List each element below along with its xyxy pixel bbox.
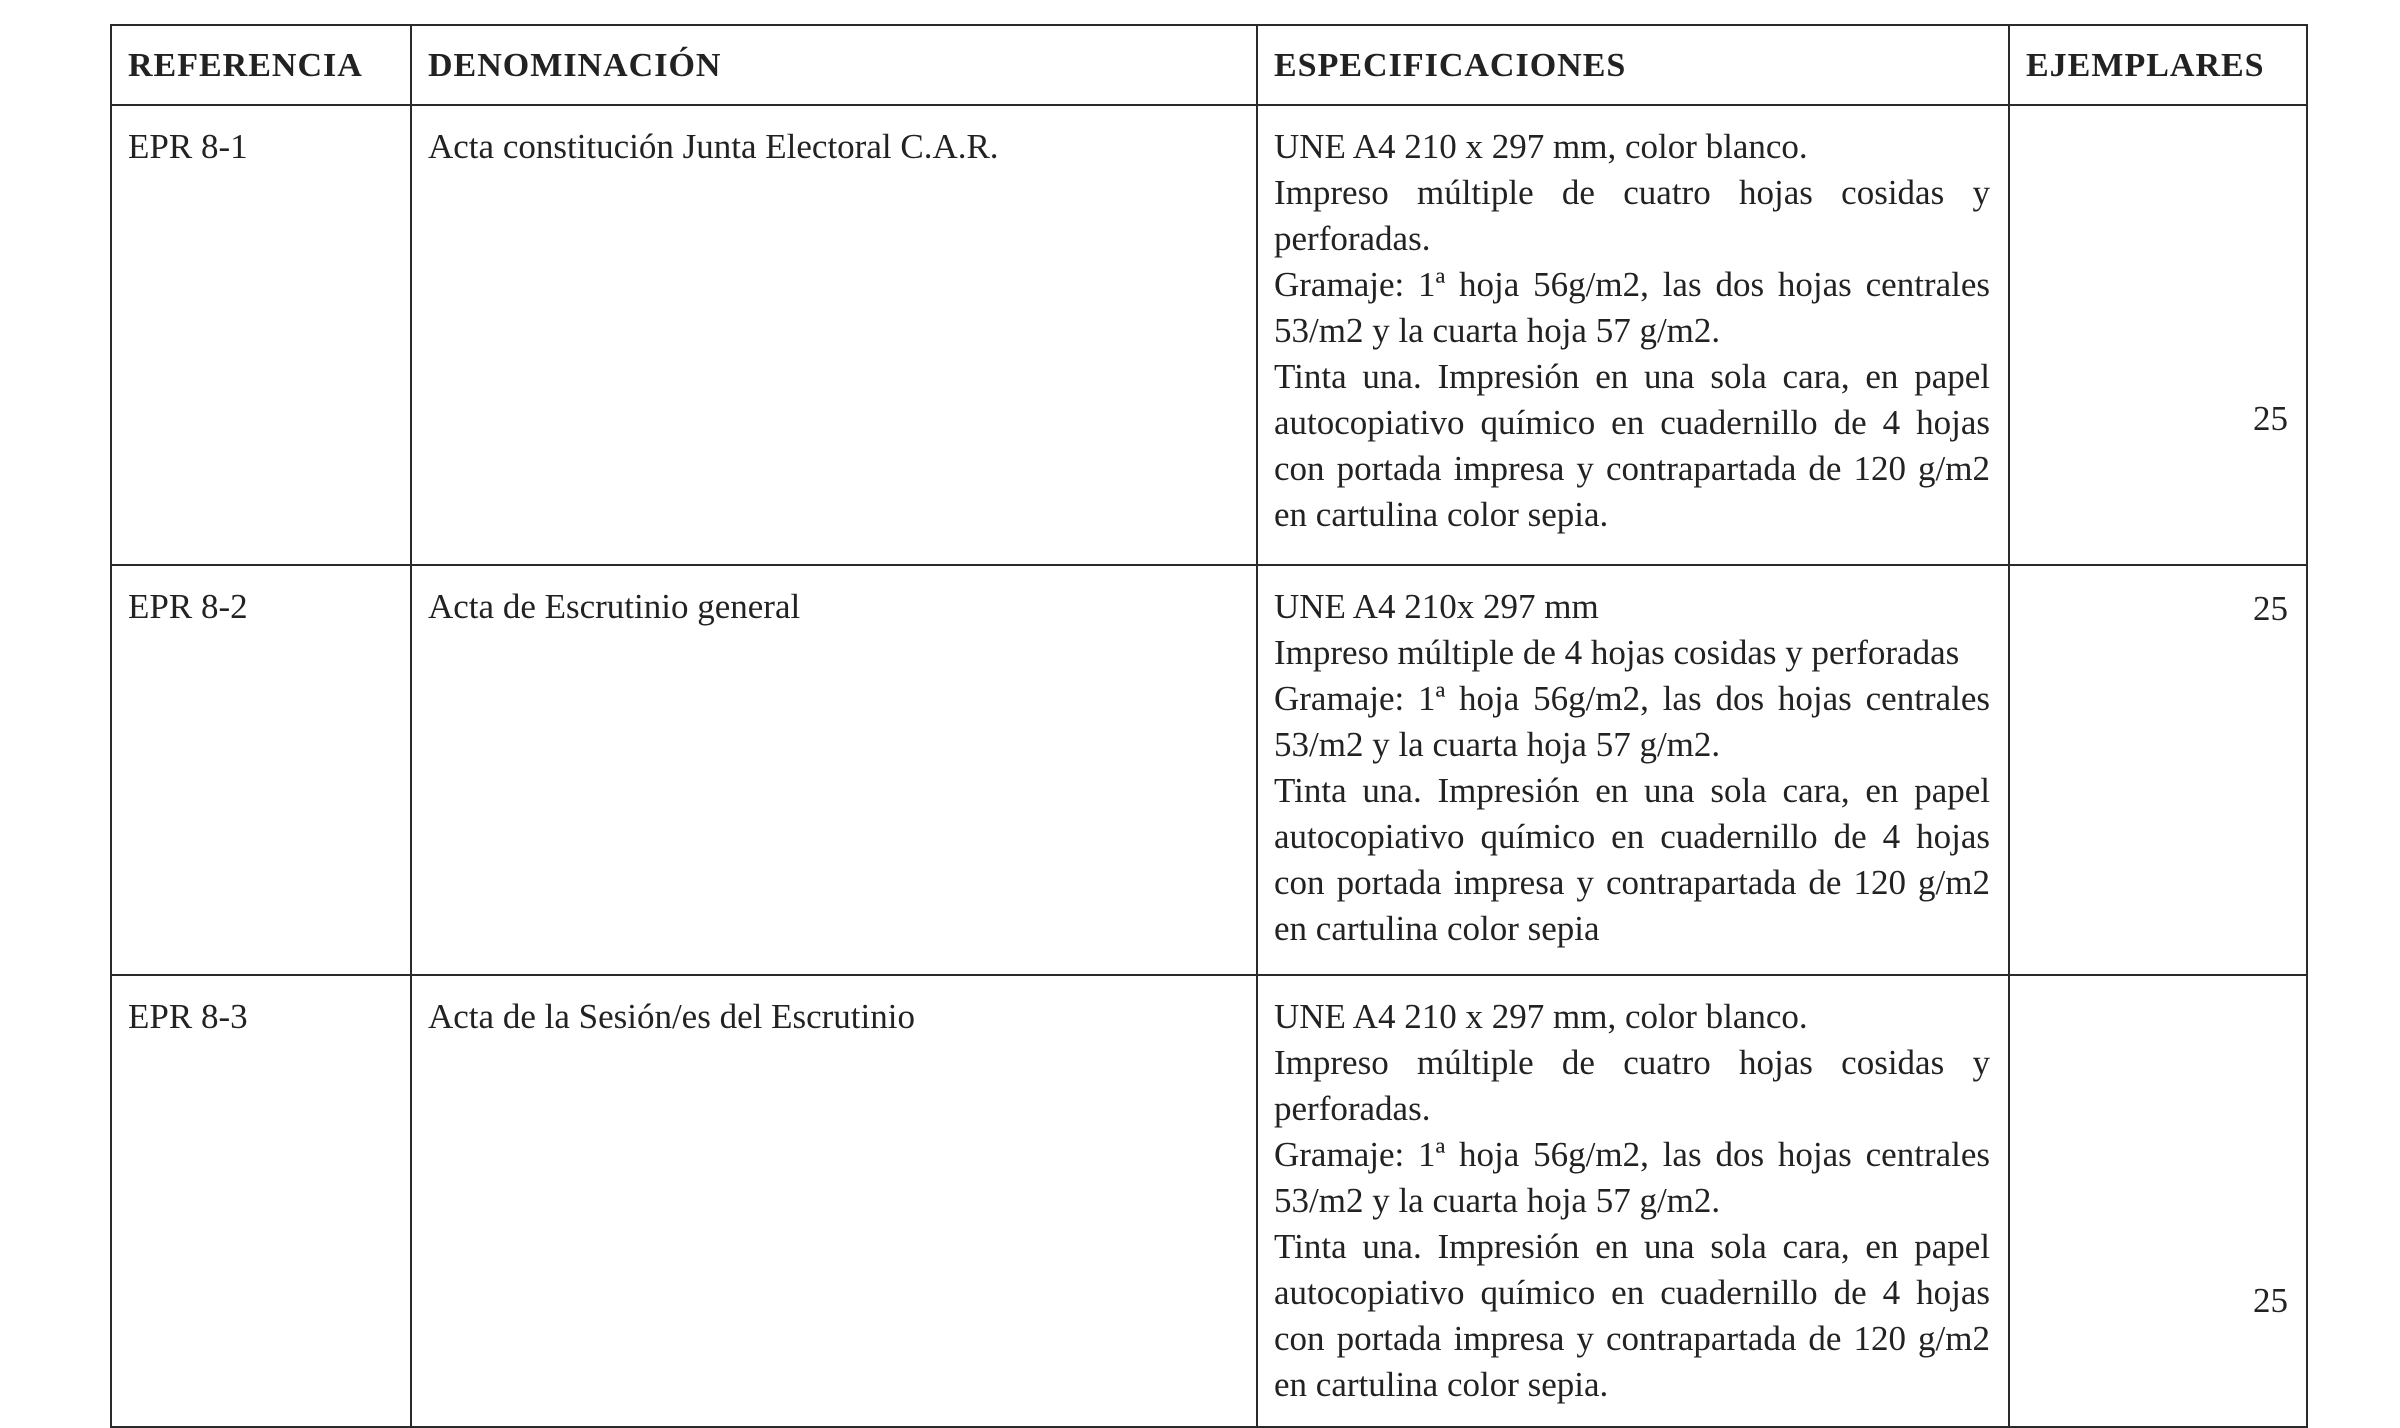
header-ejemplares: EJEMPLARES xyxy=(2009,25,2307,105)
row-copies-cell xyxy=(2009,105,2307,565)
header-denominacion: DENOMINACIÓN xyxy=(411,25,1257,105)
row-copies: 25 xyxy=(2253,1281,2288,1320)
row-copies-cell xyxy=(2009,975,2307,1427)
spec-line: UNE A4 210 x 297 mm, color blanco. xyxy=(1274,127,1808,166)
spec-line: Tinta una. Impresión en una sola cara, en papel autocopiativo químico en cuadernillo de 4 hojas con portada impresa y contrapartada de 120 g/m2 en cartulina color sepia. xyxy=(1274,1227,1990,1404)
row-copies: 25 xyxy=(2253,399,2288,438)
header-especificaciones: ESPECIFICACIONES xyxy=(1257,25,2009,105)
table-row xyxy=(111,975,2307,1427)
row-name: Acta de Escrutinio general xyxy=(411,565,1257,975)
row-reference: EPR 8-2 xyxy=(111,565,411,975)
spec-line: UNE A4 210x 297 mm xyxy=(1274,587,1599,626)
row-copies: 25 xyxy=(2253,589,2288,628)
row-name: Acta de la Sesión/es del Escrutinio xyxy=(411,975,1257,1427)
row-reference: EPR 8-3 xyxy=(111,975,411,1427)
spec-line: Tinta una. Impresión en una sola cara, en papel autocopiativo químico en cuadernillo de 4 hojas con portada impresa y contrapartada de 120 g/m2 en cartulina color sepia xyxy=(1274,771,1990,948)
row-reference: EPR 8-1 xyxy=(111,105,411,565)
table-header xyxy=(111,25,2307,105)
spec-line: Impreso múltiple de cuatro hojas cosidas y perforadas. xyxy=(1274,1043,1990,1128)
spec-line: UNE A4 210 x 297 mm, color blanco. xyxy=(1274,997,1808,1036)
table-row xyxy=(111,105,2307,565)
spec-line: Gramaje: 1ª hoja 56g/m2, las dos hojas centrales 53/m2 y la cuarta hoja 57 g/m2. xyxy=(1274,679,1990,764)
materials-table xyxy=(110,24,2308,1428)
row-name: Acta constitución Junta Electoral C.A.R. xyxy=(411,105,1257,565)
row-specifications xyxy=(1257,975,2009,1427)
header-row xyxy=(111,25,2307,105)
row-copies-cell xyxy=(2009,565,2307,975)
header-referencia: REFERENCIA xyxy=(111,25,411,105)
spec-line: Impreso múltiple de 4 hojas cosidas y perforadas xyxy=(1274,633,1960,672)
spec-line: Impreso múltiple de cuatro hojas cosidas y perforadas. xyxy=(1274,173,1990,258)
row-specifications xyxy=(1257,565,2009,975)
spec-line: Gramaje: 1ª hoja 56g/m2, las dos hojas centrales 53/m2 y la cuarta hoja 57 g/m2. xyxy=(1274,265,1990,350)
table-row xyxy=(111,565,2307,975)
row-specifications xyxy=(1257,105,2009,565)
spec-line: Tinta una. Impresión en una sola cara, en papel autocopiativo químico en cuadernillo de 4 hojas con portada impresa y contrapartada de 120 g/m2 en cartulina color sepia. xyxy=(1274,357,1990,534)
spec-line: Gramaje: 1ª hoja 56g/m2, las dos hojas centrales 53/m2 y la cuarta hoja 57 g/m2. xyxy=(1274,1135,1990,1220)
